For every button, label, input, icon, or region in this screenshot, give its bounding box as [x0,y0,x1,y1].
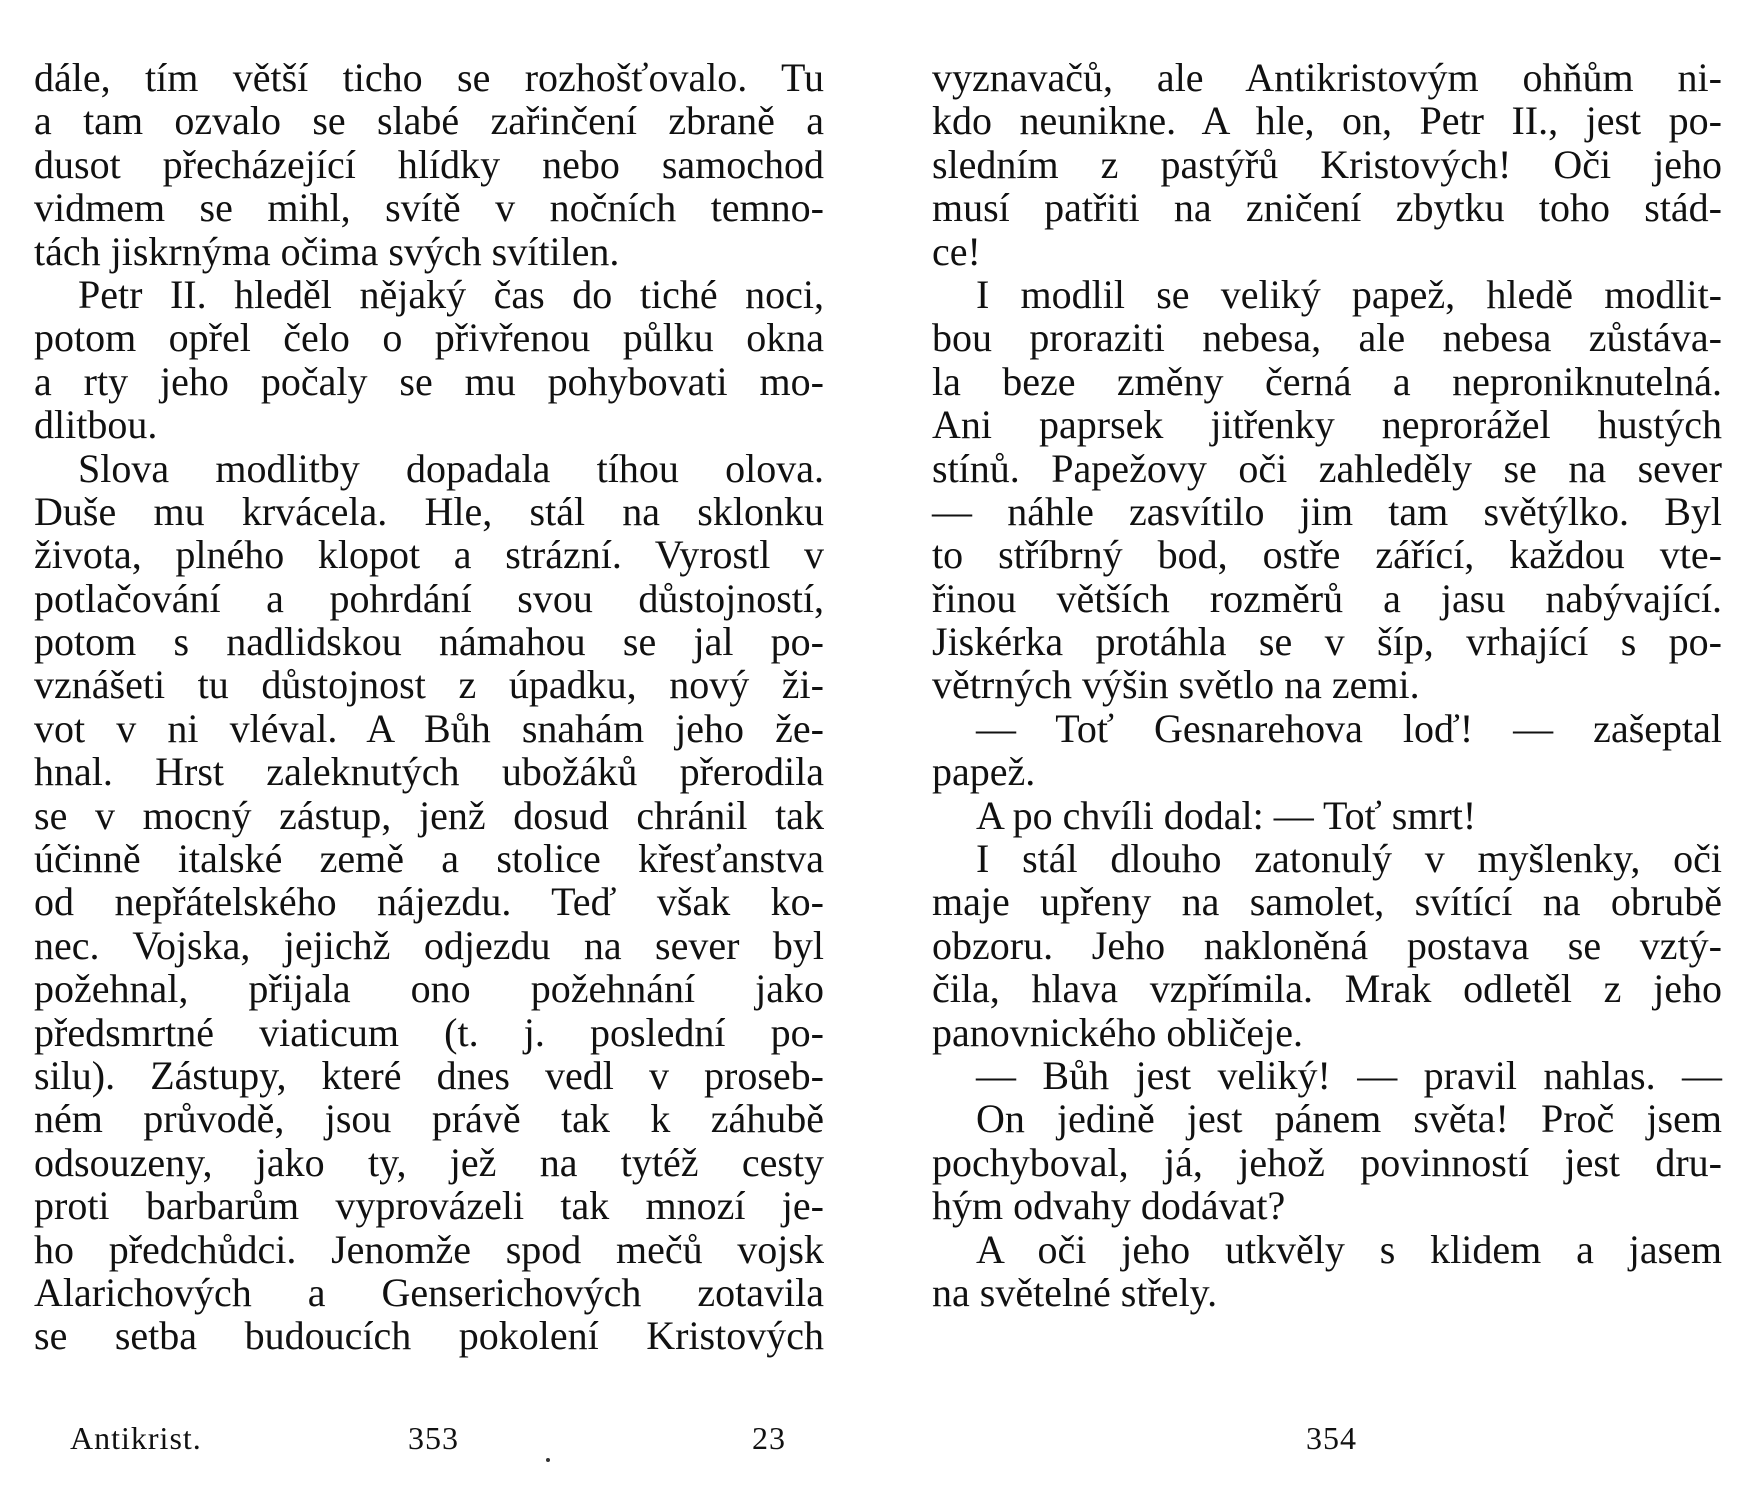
text-line: proti barbarům vyprovázeli tak mnozí je- [34,1183,824,1229]
text-line: vidmem se mihl, svítě v nočních temno- [34,185,824,231]
text-line: hým odvahy dodávat? [932,1183,1286,1229]
text-line: to stříbrný bod, ostře zářící, každou vte- [932,532,1722,578]
text-line: la beze změny černá a neproniknutelná. [932,358,1722,404]
paragraph-start-line: I stál dlouho zatonulý v myšlenky, oči [976,836,1722,882]
text-line: vyznavačů, ale Antikristovým ohňům ni- [932,55,1722,100]
text-line: řinou větších rozměrů a jasu nabývající. [932,575,1722,621]
right-page-number: 354 [1306,1420,1357,1456]
text-line: maje upřeny na samolet, svítící na obrubě [932,879,1722,925]
paragraph-start-line: Slova modlitby dopadala tíhou olova. [78,445,824,491]
paragraph-start-line: Petr II. hleděl nějaký čas do tiché noci, [78,271,824,317]
paragraph-start-line: I modlil se veliký papež, hledě modlit- [976,271,1722,317]
text-line: potlačování a pohrdání svou důstojností, [34,575,824,621]
text-line: na světelné střely. [932,1269,1218,1315]
signature-mark: 23 [752,1420,786,1456]
text-line: musí patřiti na zničení zbytku toho stád- [932,185,1722,231]
right-page [932,56,1722,1314]
text-line: bou proraziti nebesa, ale nebesa zůstáva- [932,315,1722,361]
text-line: vot v ni vléval. A Bůh snahám jeho že- [34,705,824,751]
paragraph-start-line: — Toť Gesnarehova loď! — zašeptal [976,705,1722,751]
text-line: dusot přecházející hlídky nebo samochod [34,141,824,187]
text-line: Alarichových a Genserichových zotavila [34,1269,824,1315]
text-line: papež. [932,749,1036,795]
text-line: tách jiskrnýma očima svých svítilen. [34,228,620,274]
text-line: od nepřátelského nájezdu. Teď však ko- [34,879,824,925]
text-line: se v mocný zástup, jenž dosud chránil tak [34,792,824,838]
text-line: ném průvodě, jsou právě tak k záhubě [34,1096,824,1142]
text-line: potom opřel čelo o přivřenou půlku okna [34,315,824,361]
text-line: dále, tím větší ticho se rozhošťovalo. Tu [34,55,824,100]
text-line: života, plného klopot a strázní. Vyrostl v [34,532,824,578]
text-line: Duše mu krvácela. Hle, stál na sklonku [34,488,824,534]
text-line: Ani paprsek jitřenky neprorážel hustých [932,402,1722,448]
text-line: dlitbou. [34,402,158,448]
text-line: On jedině jest pánem světa! Proč jsem [976,1096,1722,1142]
left-page [34,56,824,1358]
left-page-number: 353 [408,1420,459,1456]
text-line: předsmrtné viaticum (t. j. poslední po- [34,1009,824,1055]
text-line: čila, hlava vzpřímila. Mrak odletěl z jeho [932,966,1722,1012]
text-line: nec. Vojska, jejichž odjezdu na sever byl [34,922,824,968]
text-line: požehnal, přijala ono požehnání jako [34,966,824,1012]
text-line: účinně italské země a stolice křesťanstva [34,836,824,882]
text-line: hnal. Hrst zaleknutých ubožáků přerodila [34,749,824,795]
text-line: a rty jeho počaly se mu pohybovati mo- [34,358,824,404]
paragraph-start-line: A oči jeho utkvěly s klidem a jasem [976,1226,1722,1272]
book-title-footer: Antikrist. [70,1420,202,1456]
text-line: ce! [932,228,981,274]
text-line: obzoru. Jeho nakloněná postava se vztý- [932,922,1722,968]
text-line: Jiskérka protáhla se v šíp, vrhající s po- [932,619,1722,665]
paragraph-start-line: — Bůh jest veliký! — pravil nahlas. — [976,1052,1722,1098]
ink-speck [546,1458,550,1462]
text-line: silu). Zástupy, které dnes vedl v proseb- [34,1052,824,1098]
text-line: — náhle zasvítilo jim tam světýlko. Byl [932,488,1722,534]
text-line: odsouzeny, jako ty, jež na tytéž cesty [34,1139,824,1185]
text-line: vznášeti tu důstojnost z úpadku, nový ži- [34,662,824,708]
text-line: pochyboval, já, jehož povinností jest dru- [932,1139,1722,1185]
text-line: větrných výšin světlo na zemi. [932,662,1420,708]
text-line: stínů. Papežovy oči zahleděly se na sever [932,445,1722,491]
text-line: kdo neunikne. A hle, on, Petr II., jest po- [932,98,1722,144]
text-line: a tam ozvalo se slabé zařinčení zbraně a [34,98,824,144]
paragraph-start-line: A po chvíli dodal: — Toť smrt! [976,792,1477,838]
text-line: panovnického obličeje. [932,1009,1303,1055]
text-line: ho předchůdci. Jenomže spod mečů vojsk [34,1226,824,1272]
text-line: potom s nadlidskou námahou se jal po- [34,619,824,665]
text-line: sledním z pastýřů Kristových! Oči jeho [932,141,1722,187]
text-line: se setba budoucích pokolení Kristových [34,1313,824,1359]
